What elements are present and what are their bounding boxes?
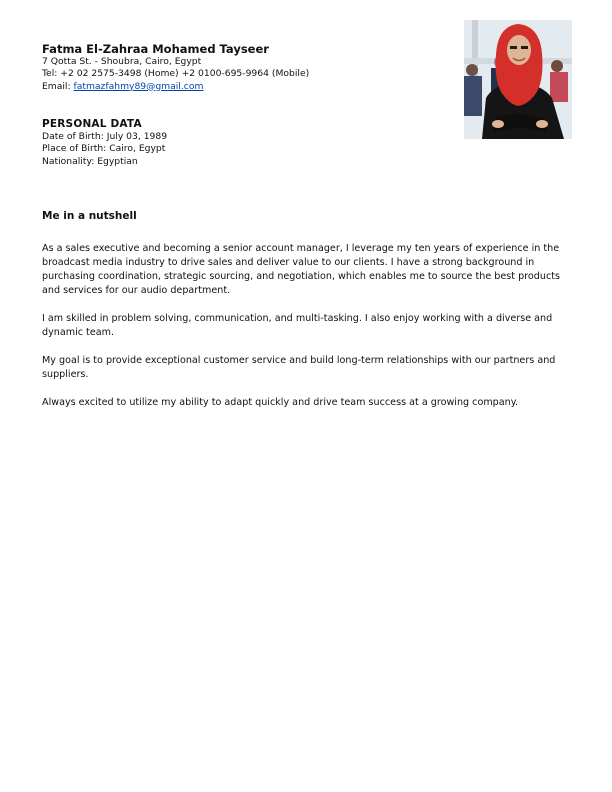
contact-header (42, 42, 442, 93)
email-link[interactable]: fatmazfahmy89@gmail.com (73, 80, 204, 92)
nutshell-body (42, 242, 570, 424)
personal-data-heading: PERSONAL DATA (42, 118, 142, 130)
personal-data-section (42, 118, 442, 168)
phone-line: Tel: +2 02 2575-3498 (Home) +2 0100-695-9964 (Mobile) (42, 68, 310, 80)
email-line (42, 81, 442, 93)
nutshell-paragraph: Always excited to utilize my ability to adapt quickly and drive team success at a growing company. (42, 397, 519, 408)
nationality: Nationality: Egyptian (42, 155, 138, 167)
place-of-birth: Place of Birth: Cairo, Egypt (42, 143, 166, 155)
person-name: Fatma El-Zahraa Mohamed Tayseer (42, 42, 269, 56)
nutshell-paragraph: As a sales executive and becoming a senior account manager, I leverage my ten years of experience in the broadcast media industry to drive sales and deliver value to our clients. I have a strong background in purchasing coordination, strategic sourcing, and negotiation, which enables me to source the best products and services for our audio department. (42, 243, 560, 296)
nutshell-paragraph: My goal is to provide exceptional customer service and build long-term relationships with our partners and suppliers. (42, 355, 556, 380)
address-line: 7 Qotta St. - Shoubra, Cairo, Egypt (42, 56, 202, 67)
email-label: Email: (42, 80, 74, 92)
nutshell-heading: Me in a nutshell (42, 210, 137, 222)
profile-photo-image (464, 20, 572, 139)
date-of-birth: Date of Birth: July 03, 1989 (42, 131, 168, 142)
profile-photo (464, 20, 572, 139)
nutshell-paragraph: I am skilled in problem solving, communication, and multi-tasking. I also enjoy working with a diverse and dynamic team. (42, 313, 553, 338)
